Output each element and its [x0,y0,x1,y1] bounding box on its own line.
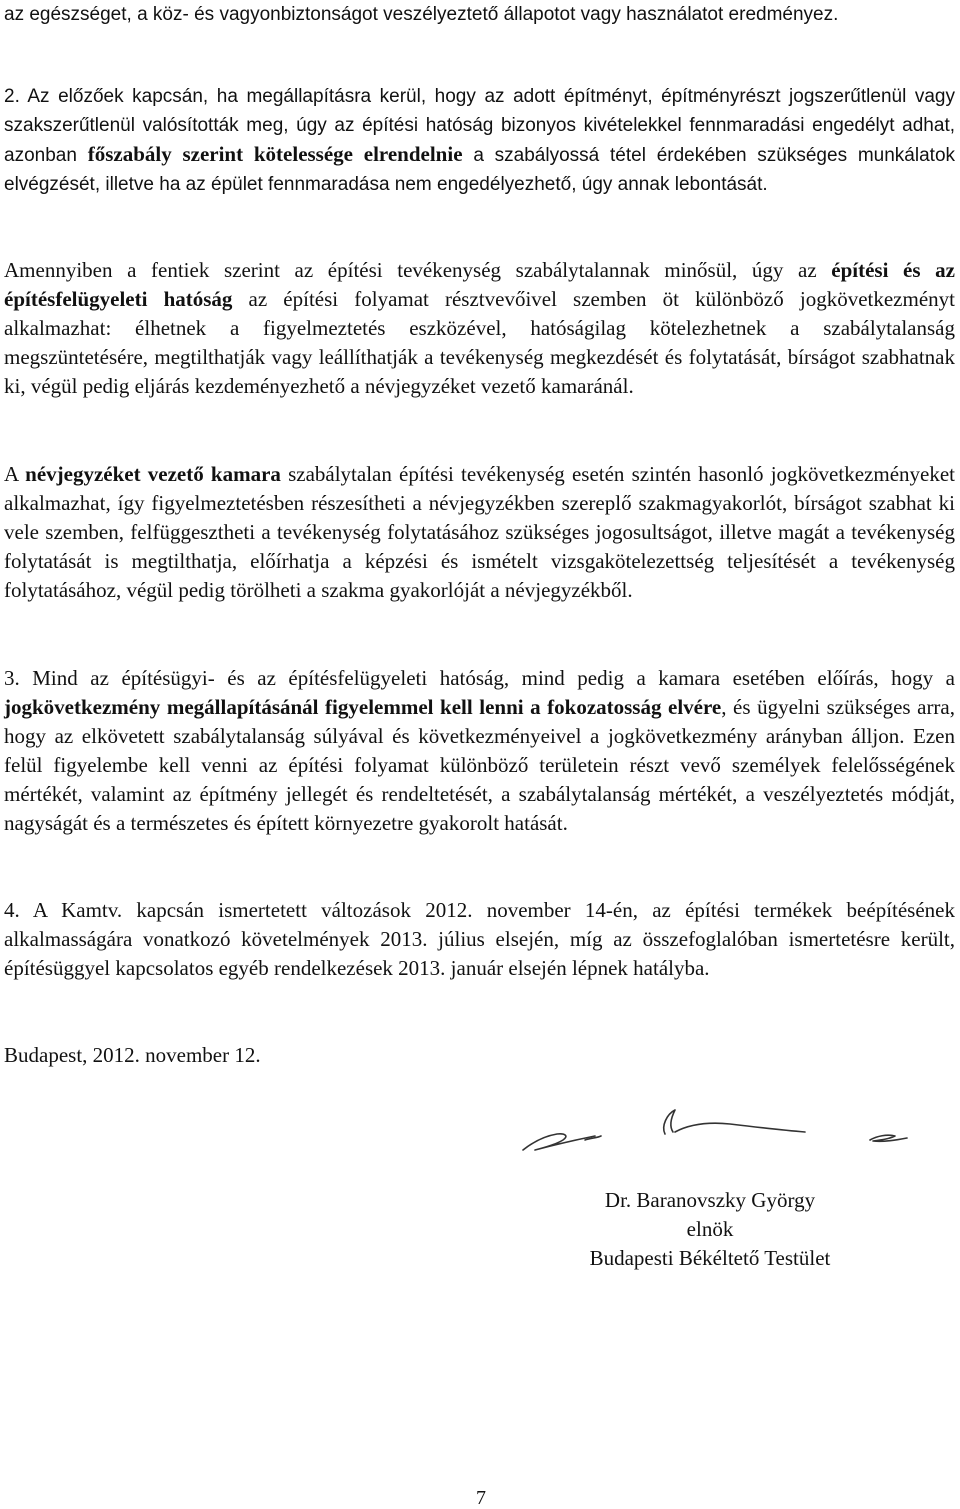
paragraph-text: az építési folyamat résztvevőivel szemben öt különböző jogkövetkezményt alkalmazhat: élhetnek a figyelmeztetés eszközével, hatóságilag kötelezhetnek a szabálytalanság megszüntetésére, megtilthatják vagy leállíthatják a tevékenység megkezdését és folytatását, bírságot szabhatnak ki, végül pedig eljárás kezdeményezhető a névjegyzéket vezető kamaránál. [4,287,955,398]
handwritten-signature [515,1100,915,1165]
paragraph-text: a szabályossá tétel érdekében szükséges munkálatok elvégzését, illetve ha az épület fennmaradása nem engedélyezhető, úgy annak lebontását. [4,145,956,195]
paragraph-text: szabálytalan építési tevékenység esetén szintén hasonló jogkövetkezményeket alkalmazhat, így figyelmeztetésben részesítheti a névjegyzékben szereplő szakmagyakorlót, bírságot szabhat ki vele szemben, felfüggesztheti a tevékenység folytatásához szükséges jogosultságot, illetve magát a tevékenység folytatását is megtilthatja, előírhatja a képzési és ismételt vizsgakötelezettség teljesítését a tevékenység folytatásához, végül pedig törölheti a szakma gyakorlóját a névjegyzékből. [4,462,955,602]
paragraph-chamber-consequences [4,460,955,605]
paragraph-text: A [4,462,26,486]
paragraph-text: az egészséget, a köz- és vagyonbiztonságot veszélyeztető állapotot vagy használatot eredményez. [4,4,839,25]
paragraph-section-2 [4,82,955,199]
paragraph-bold-text: névjegyzéket vezető kamara [25,462,281,486]
signatory-name: Dr. Baranovszky György [604,1188,816,1212]
paragraph-bold-text: főszabály szerint kötelessége elrendelnie [87,142,463,166]
paragraph-text: 2. Az előzőek kapcsán, ha megállapításra kerül, hogy az adott építményt, építményrészt jogszerűtlenül vagy szakszerűtlenül valósították meg, úgy az építési hatóság bizonyos kivételekkel fennmaradási engedélyt adhat, azonban [4,86,955,166]
paragraph-intro-continuation [4,0,955,29]
paragraph-text: , és ügyelni szükséges arra, hogy az elkövetett szabálytalanság súlyával és következményeivel a jogkövetkezmény arányban álljon. Ezen felül figyelembe kell venni az építési folyamat különböző területein részt vevő személyek felelősségének mértékét, valamint az építmény jellegét és rendeltetését, a szabálytalanság mértékét, a veszélyeztetés módját, nagyságát és a természetes és épített környezetre gyakorolt hatását. [4,695,955,835]
paragraph-section-4 [4,896,955,983]
paragraph-text: Amennyiben a fentiek szerint az építési tevékenység szabálytalannak minősül, úgy az [4,258,832,282]
paragraph-text: 4. A Kamtv. kapcsán ismertetett változások 2012. november 14-én, az építési termékek beépítésének alkalmasságára vonatkozó követelmények 2013. július elsején, míg az összefoglalóban ismertetésre került, építésüggyel kapcsolatos egyéb rendelkezések 2013. január elsején lépnek hatályba. [4,898,955,980]
signature-block [560,1186,860,1273]
place-and-date: Budapest, 2012. november 12. [4,1043,261,1067]
paragraph-bold-text: jogkövetkezmény megállapításánál figyelemmel kell lenni a fokozatosság elvére [4,695,722,719]
page-number: 7 [476,1487,486,1509]
signatory-organization: Budapesti Békéltető Testület [589,1246,831,1270]
paragraph-bold-text: építési és az építésfelügyeleti hatóság [4,258,955,311]
paragraph-text: 3. Mind az építésügyi- és az építésfelügyeleti hatóság, mind pedig a kamara esetében előírás, hogy a [4,666,955,690]
signatory-title: elnök [686,1217,734,1241]
paragraph-authority-consequences [4,256,955,401]
paragraph-section-3 [4,664,955,838]
